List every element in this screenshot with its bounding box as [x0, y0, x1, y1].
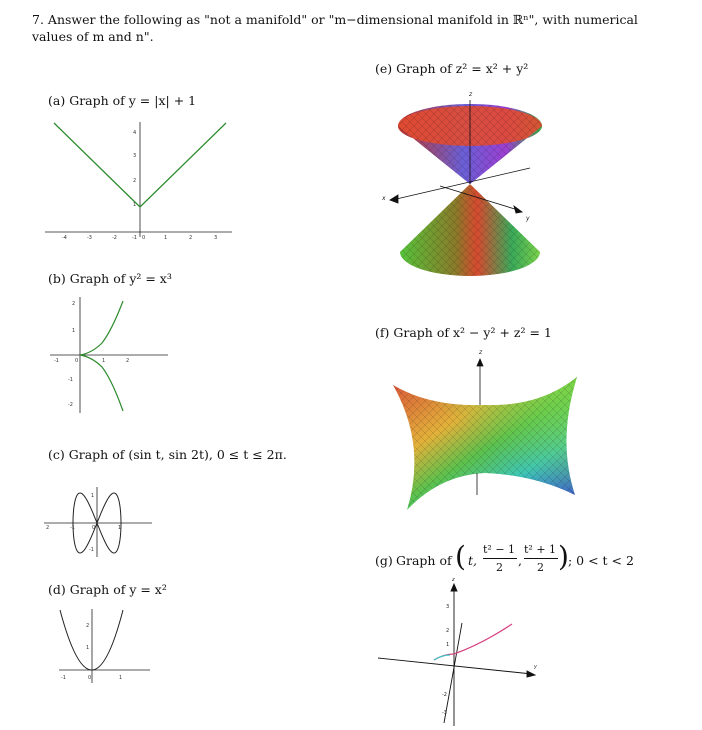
tick-label: -1	[89, 547, 94, 553]
tick-label: 2	[189, 235, 193, 241]
tick-label: 1	[118, 525, 122, 531]
parabola-curve	[60, 610, 123, 670]
question-text	[32, 11, 682, 45]
tick-label: -2	[112, 235, 117, 241]
axis-label-z: z	[452, 578, 455, 583]
x-axis	[444, 623, 462, 723]
caption-d: (d) Graph of y = x²	[48, 582, 167, 597]
tick-label: 0	[92, 525, 96, 531]
tick-label: 3	[133, 153, 137, 159]
fraction-bar	[524, 558, 558, 559]
tick-label: 0	[142, 235, 146, 241]
tick-label: 1	[72, 328, 76, 334]
tick-label: -1	[68, 377, 73, 383]
tick-label: 1	[164, 235, 168, 241]
caption-b: (b) Graph of y² = x³	[48, 271, 172, 286]
z-arrow	[477, 359, 483, 366]
comma: ,	[518, 553, 522, 568]
tick-label: 4	[133, 130, 137, 136]
right-paren: )	[558, 540, 569, 573]
axis-label-z: z	[469, 91, 473, 98]
y-arrow	[527, 671, 535, 677]
axis-label-z: z	[479, 349, 483, 356]
z-arrow	[451, 584, 457, 591]
tick-label: 3	[214, 235, 218, 241]
fraction-bar	[483, 558, 517, 559]
tick-label: 1	[133, 202, 137, 208]
hyperboloid-surface	[393, 377, 577, 510]
tick-label: -3	[442, 710, 447, 716]
plot-a	[40, 112, 240, 247]
tick-label: 1	[86, 645, 90, 651]
left-paren: (	[455, 540, 466, 573]
space-curve-start	[434, 655, 450, 660]
tick-label: 2	[126, 358, 130, 364]
tick-label: 3	[446, 604, 450, 610]
plot-b	[50, 295, 170, 415]
plot-g	[372, 578, 552, 728]
cusp-upper-branch	[80, 301, 123, 355]
tick-label: 2	[446, 628, 450, 634]
tick-label: -1	[61, 675, 66, 681]
tick-label: 0	[88, 675, 92, 681]
question-body: Answer the following as "not a manifold" or "m−dimensional manifold in ℝⁿ", with numerical values of m and n".	[32, 12, 638, 44]
tick-label: 1	[102, 358, 106, 364]
tick-label: 2	[86, 623, 90, 629]
tick-label: -1	[70, 525, 75, 531]
tick-label: 1	[91, 493, 95, 499]
axis-label-y: y	[534, 664, 537, 670]
tick-label: 1	[119, 675, 123, 681]
tick-label: -2	[68, 402, 73, 408]
tick-label: 2	[72, 301, 76, 307]
tick-label: 2	[46, 525, 50, 531]
x-arrow	[390, 195, 398, 203]
axis-label-x: x	[382, 195, 386, 202]
caption-c: (c) Graph of (sin t, sin 2t), 0 ≤ t ≤ 2π.	[48, 447, 287, 462]
y-arrow	[514, 206, 522, 213]
question-number: 7.	[32, 12, 44, 27]
tick-label: 1	[446, 642, 450, 648]
plot-c	[42, 485, 157, 560]
tick-label: 2	[133, 178, 137, 184]
tick-label: -1	[132, 235, 137, 241]
plot-e	[370, 82, 560, 282]
plot-f	[385, 345, 585, 515]
tick-label: 0	[75, 358, 79, 364]
plot-d	[55, 605, 155, 685]
tick-label: -2	[442, 692, 447, 698]
axis-label-y: y	[526, 215, 530, 222]
tick-label: -3	[87, 235, 92, 241]
caption-e: (e) Graph of z² = x² + y²	[375, 61, 529, 76]
caption-f: (f) Graph of x² − y² + z² = 1	[375, 325, 552, 340]
tick-label: -1	[54, 358, 59, 364]
caption-a: (a) Graph of y = |x| + 1	[48, 93, 197, 108]
tick-label: -4	[62, 235, 67, 241]
